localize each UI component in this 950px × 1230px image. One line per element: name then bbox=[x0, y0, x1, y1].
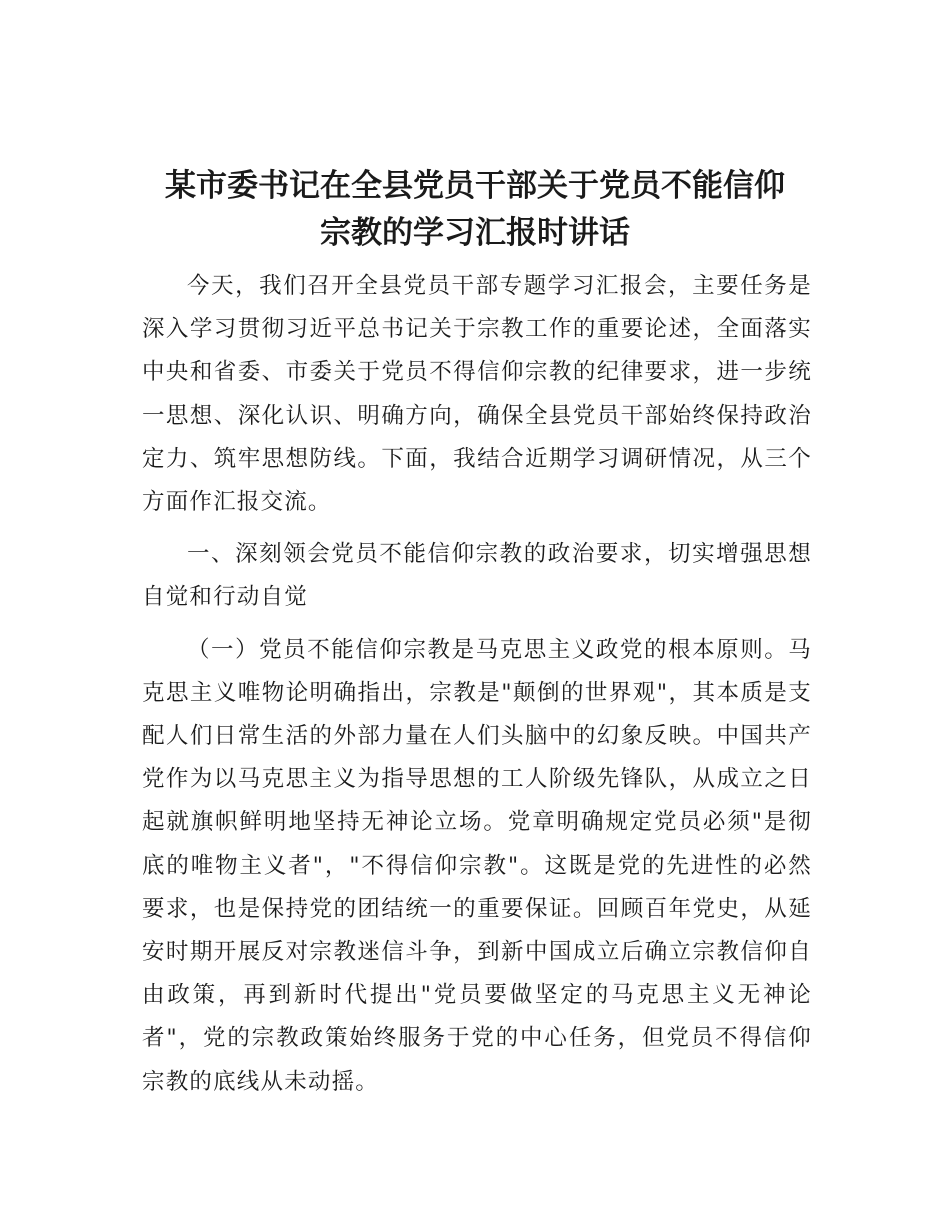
paragraph-subsection-1: （一）党员不能信仰宗教是马克思主义政党的根本原则。马克思主义唯物论明确指出，宗教是"颠倒的世界观"，其本质是支配人们日常生活的外部力量在人们头脑中的幻象反映。中国共产党作为以马克思主义为指导思想的工人阶级先锋队，从成立之日起就旗帜鲜明地坚持无神论立场。党章明确规定党员必须"是彻底的唯物主义者"，"不得信仰宗教"。这既是党的先进性的必然要求，也是保持党的团结统一的重要保证。回顾百年党史，从延安时期开展反对宗教迷信斗争，到新中国成立后确立宗教信仰自由政策，再到新时代提出"党员要做坚定的马克思主义无神论者"，党的宗教政策始终服务于党的中心任务，但党员不得信仰宗教的底线从未动摇。 bbox=[142, 636, 812, 1095]
document-title bbox=[100, 163, 850, 257]
section-heading-1: 一、深刻领会党员不能信仰宗教的政治要求，切实增强思想自觉和行动自觉 bbox=[142, 541, 812, 611]
title-line-2: 宗教的学习汇报时讲话 bbox=[320, 215, 630, 251]
document-body bbox=[142, 265, 812, 1104]
title-line-1: 某市委书记在全县党员干部关于党员不能信仰 bbox=[165, 168, 785, 204]
paragraph-intro: 今天，我们召开全县党员干部专题学习汇报会，主要任务是深入学习贯彻习近平总书记关于宗教工作的重要论述，全面落实中央和省委、市委关于党员不得信仰宗教的纪律要求，进一步统一思想、深化认识、明确方向，确保全县党员干部始终保持政治定力、筑牢思想防线。下面，我结合近期学习调研情况，从三个方面作汇报交流。 bbox=[142, 273, 812, 516]
